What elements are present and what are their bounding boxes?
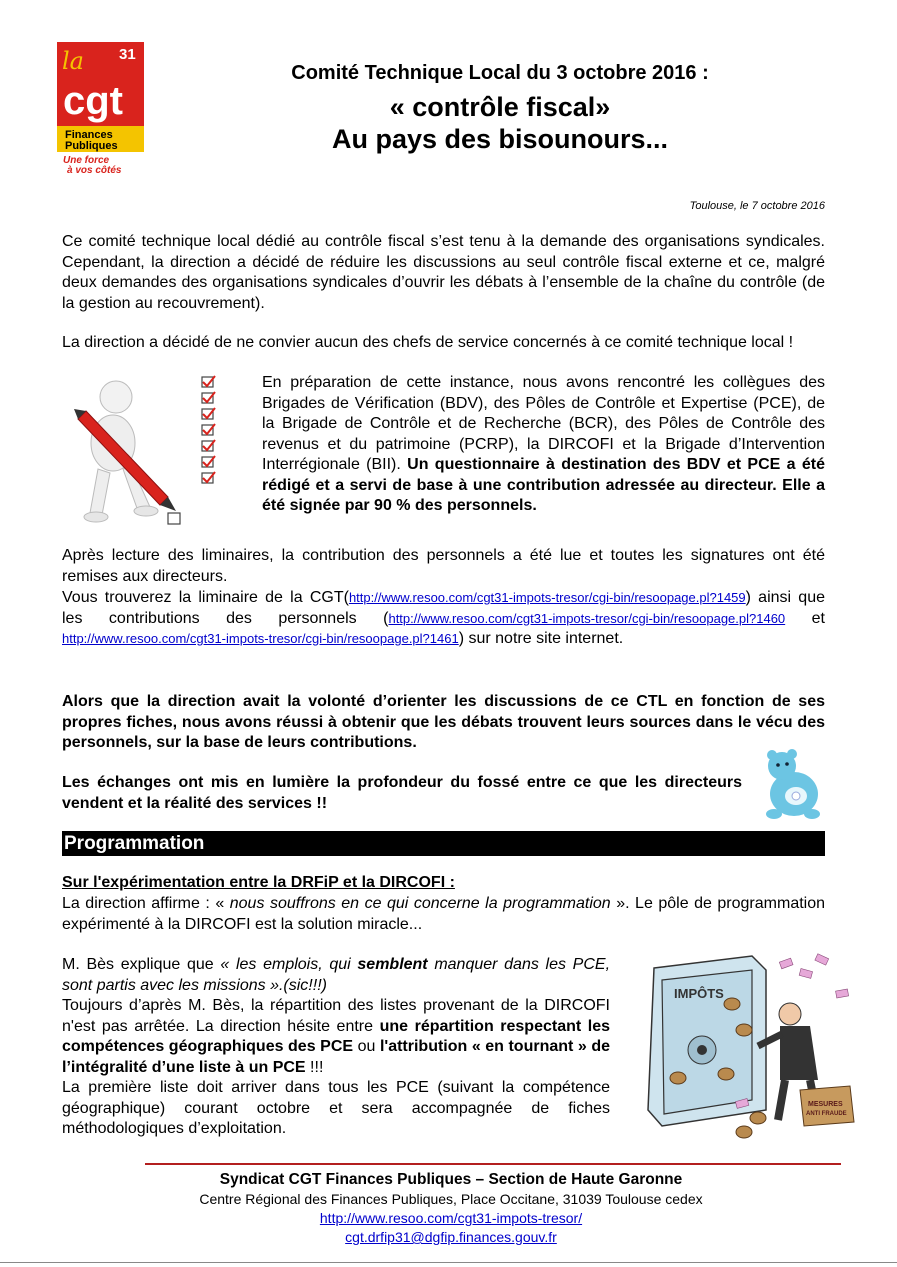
paragraph-liminaires: Après lecture des liminaires, la contribution des personnels a été lue et toutes les signatures ont été remises aux directeurs. bbox=[62, 547, 825, 585]
meetings-text: En préparation de cette instance, nous avons rencontré les collègues des Brigades de Vérification (BDV), des Pôles de Contrôle et Expertise (PCE), de la Brigade de Contrôle et de Recherche (BCR), des Pôles de Contrôle des revenus et du patrimoine (PCRP), la DIRCOFI et la Brigade d’Intervention Interrégionale (BII). bbox=[262, 374, 825, 473]
svg-text:cgt: cgt bbox=[63, 79, 123, 123]
left-column-text bbox=[62, 955, 610, 1140]
svg-text:Une force: Une force bbox=[63, 155, 110, 166]
repartition-bold-2: l'attribution « en tournant » de l’intégralité d’une liste à un PCE bbox=[62, 1038, 611, 1076]
link-contribution-2[interactable]: http://www.resoo.com/cgt31-impots-tresor/cgi-bin/resoopage.pl?1461 bbox=[62, 631, 459, 646]
affirme-text-b: ». Le pôle de programmation expérimenté à la DIRCOFI est la solution miracle... bbox=[62, 895, 826, 933]
bes-quote-bold: semblent bbox=[357, 956, 428, 973]
links-text-b: ) ainsi que les contributions des personnels ( bbox=[62, 589, 825, 627]
bes-text-a: M. Bès explique que bbox=[62, 956, 221, 973]
title-line-3: Au pays des bisounours... bbox=[331, 124, 669, 155]
bes-quote-1: « les emplois, qui bbox=[220, 956, 358, 973]
link-liminaire[interactable]: http://www.resoo.com/cgt31-impots-tresor/cgi-bin/resoopage.pl?1459 bbox=[348, 590, 746, 605]
title-block bbox=[200, 62, 800, 156]
paragraph-affirme bbox=[62, 894, 825, 935]
paragraph-meetings bbox=[262, 373, 825, 517]
paragraph-premiere-liste: La première liste doit arriver dans tous les PCE (suivant la compétence géographique) courant octobre et sera accompagnée de fiches méthodologiques d’exploitation. bbox=[62, 1079, 610, 1137]
page-bottom-edge bbox=[0, 1262, 897, 1263]
footer-email-link[interactable]: cgt.drfip31@dgfip.finances.gouv.fr bbox=[345, 1229, 557, 1245]
title-line-2: « contrôle fiscal» bbox=[389, 92, 611, 122]
questionnaire-text: Un questionnaire à destination des BDV et PCE a été rédigé et a servi de base à une contribution adressée au directeur. Elle a été signée par 90 % des personnels. bbox=[262, 456, 825, 514]
title-line-1: Comité Technique Local du 3 octobre 2016 : bbox=[291, 62, 709, 84]
paragraph-intro: Ce comité technique local dédié au contrôle fiscal s’est tenu à la demande des organisations syndicales. Cependant, la direction a décidé de réduire les discussions au seul contrôle fiscal externe et ce, malgré deux demandes des organisations syndicales d’ouvrir les débats à l’ensemble de la chaîne du contrôle (de la gestion au recouvrement). bbox=[62, 233, 825, 312]
repartition-text-b: ou bbox=[353, 1038, 380, 1055]
svg-text:ANTI FRAUDE: ANTI FRAUDE bbox=[806, 1111, 847, 1117]
paragraph-links bbox=[62, 588, 825, 650]
links-text-c: et bbox=[785, 609, 825, 627]
svg-text:MESURES: MESURES bbox=[808, 1101, 843, 1108]
svg-text:Finances: Finances bbox=[65, 129, 113, 141]
affirme-quote: nous souffrons en ce qui concerne la programmation bbox=[229, 895, 611, 912]
affirme-text-a: La direction affirme : « bbox=[62, 895, 230, 912]
links-text-a: Vous trouverez la liminaire de la CGT( bbox=[62, 589, 349, 606]
bes-quote-2: manquer dans les PCE, sont partis avec les missions ».(sic!!!) bbox=[62, 956, 611, 994]
svg-text:à vos côtés: à vos côtés bbox=[67, 165, 122, 176]
paragraph-echanges: Les échanges ont mis en lumière la profondeur du fossé entre ce que les directeurs vendent et la réalité des services !! bbox=[62, 774, 742, 812]
checklist-figure-illustration bbox=[68, 373, 238, 533]
repartition-text-a: Toujours d’après M. Bès, la répartition des listes provenant de la DIRCOFI n'est pas arrêtée. La direction hésite entre bbox=[62, 997, 610, 1035]
paragraph-direction: La direction a décidé de ne convier aucun des chefs de service concernés à ce comité technique local ! bbox=[62, 334, 794, 351]
section-subtitle: Sur l'expérimentation entre la DRFiP et la DIRCOFI : bbox=[62, 874, 455, 891]
links-text-d: ) sur notre site internet. bbox=[458, 630, 624, 647]
link-contribution-1[interactable]: http://www.resoo.com/cgt31-impots-tresor/cgi-bin/resoopage.pl?1460 bbox=[388, 610, 786, 626]
footer-syndicat: Syndicat CGT Finances Publiques – Section de Haute Garonne bbox=[219, 1171, 683, 1188]
document-date: Toulouse, le 7 octobre 2016 bbox=[689, 200, 825, 212]
cgt-logo bbox=[57, 42, 144, 177]
repartition-text-c: !!! bbox=[305, 1058, 324, 1076]
svg-text:Publiques: Publiques bbox=[65, 140, 118, 152]
repartition-bold-1: une répartition respectant les compétences géographiques des PCE bbox=[62, 1017, 610, 1055]
footer bbox=[145, 1170, 757, 1247]
section-title-programmation: Programmation bbox=[62, 831, 825, 856]
paragraph-direction-fiches: Alors que la direction avait la volonté d’orienter les discussions de ce CTL en fonction de ses propres fiches, nous avons réussi à obtenir que les débats trouvent leurs sources dans le vécu des personnels, sur la base de leurs contributions. bbox=[62, 693, 825, 751]
svg-text:IMPÔTS: IMPÔTS bbox=[674, 986, 724, 1001]
footer-url-link[interactable]: http://www.resoo.com/cgt31-impots-tresor/ bbox=[319, 1210, 583, 1226]
paragraph-repartition bbox=[62, 996, 610, 1078]
svg-text:la: la bbox=[62, 47, 84, 75]
footer-address: Centre Régional des Finances Publiques, Place Occitane, 31039 Toulouse cedex bbox=[199, 1191, 703, 1207]
safe-cartoon-illustration bbox=[640, 950, 862, 1140]
paragraph-bes-emplois bbox=[62, 955, 610, 996]
svg-text:31: 31 bbox=[119, 46, 136, 63]
footer-divider bbox=[145, 1163, 841, 1165]
care-bear-image bbox=[760, 748, 826, 822]
